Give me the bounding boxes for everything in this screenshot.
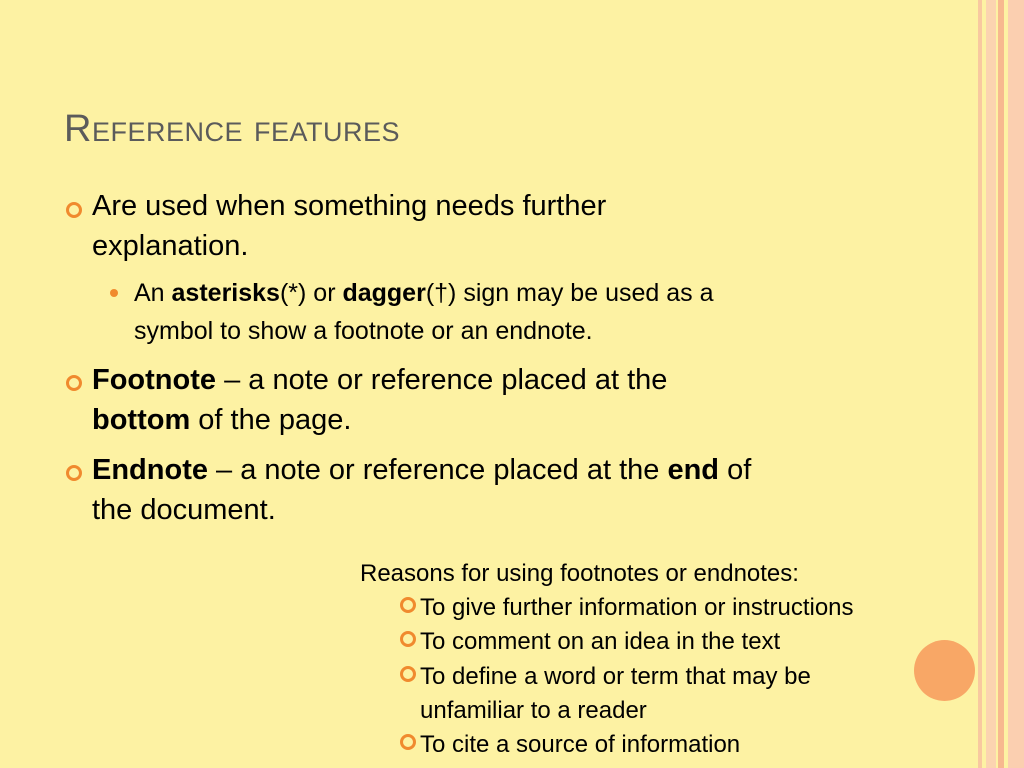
decor-circle: [914, 640, 975, 701]
reason-item: [400, 591, 854, 625]
bullet-text: explanation.: [92, 230, 249, 262]
bullet-text: of: [719, 454, 752, 486]
term-asterisks: asterisks: [171, 279, 280, 307]
sub-bullet-item: [134, 274, 894, 350]
reason-text: To cite a source of information: [420, 731, 741, 758]
reasons-heading: Reasons for using footnotes or endnotes:: [360, 560, 799, 587]
reason-item: [400, 625, 780, 659]
decor-stripe: [978, 0, 982, 768]
reason-text: unfamiliar to a reader: [420, 697, 647, 724]
term-footnote: Footnote: [92, 364, 217, 396]
reason-text: To give further information or instructions: [420, 594, 854, 621]
term-bottom: bottom: [92, 404, 191, 436]
bullet-item: [92, 450, 892, 530]
bullet-text: Are used when something needs further: [92, 190, 607, 222]
slide-title: Reference features: [64, 108, 401, 150]
sub-bullet-text: An: [134, 279, 172, 307]
sub-bullet-text: (*) or: [279, 279, 343, 307]
reason-item-continued: [420, 694, 647, 728]
reason-text: To comment on an idea in the text: [420, 628, 781, 655]
term-endnote: Endnote: [92, 454, 208, 486]
sub-bullet-text: symbol to show a footnote or an endnote.: [134, 317, 593, 345]
ring-bullet-icon: [400, 734, 416, 750]
bullet-item: [92, 360, 892, 440]
reason-item: [400, 660, 811, 694]
term-dagger: dagger: [342, 279, 426, 307]
dot-bullet-icon: [110, 289, 118, 297]
ring-bullet-icon: [400, 631, 416, 647]
bullet-text: of the page.: [190, 404, 352, 436]
ring-bullet-icon: [66, 375, 82, 391]
bullet-item: [92, 186, 892, 266]
reason-item: [400, 728, 740, 762]
decor-stripe: [986, 0, 996, 768]
decor-stripe: [998, 0, 1004, 768]
term-end: end: [667, 454, 720, 486]
decor-stripe: [1008, 0, 1024, 768]
bullet-text: – a note or reference placed at the: [216, 364, 668, 396]
ring-bullet-icon: [66, 202, 82, 218]
ring-bullet-icon: [400, 666, 416, 682]
ring-bullet-icon: [400, 597, 416, 613]
bullet-text: – a note or reference placed at the: [208, 454, 668, 486]
sub-bullet-text: (†) sign may be used as a: [425, 279, 714, 307]
bullet-text: the document.: [92, 494, 276, 526]
ring-bullet-icon: [66, 465, 82, 481]
reason-text: To define a word or term that may be: [420, 663, 811, 690]
